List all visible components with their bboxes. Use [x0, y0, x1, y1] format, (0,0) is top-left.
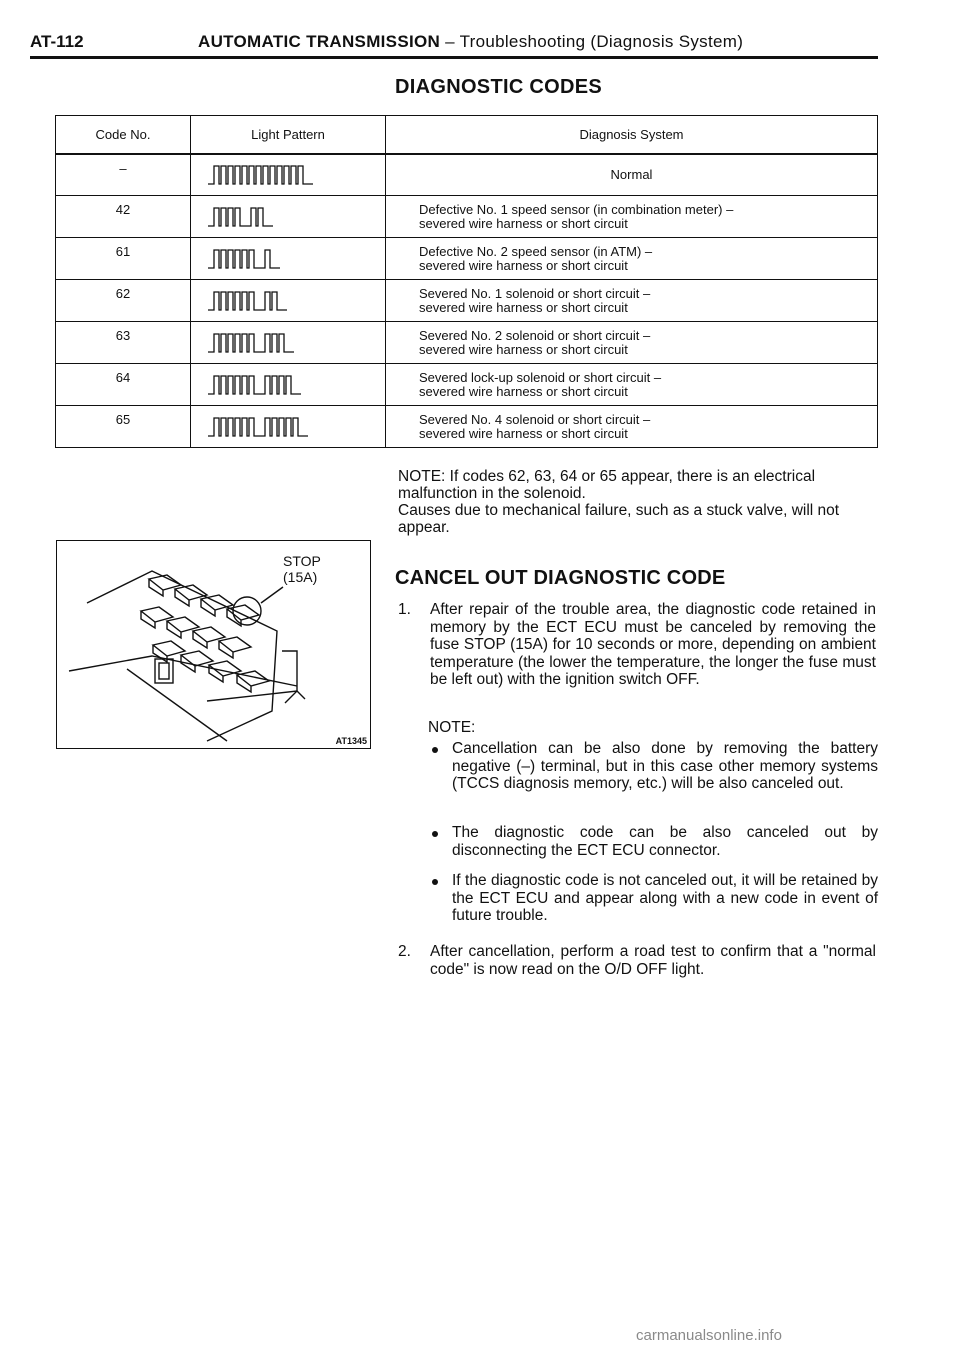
diagnosis-line-2: severed wire harness or short circuit [419, 425, 628, 441]
page-number: AT-112 [30, 32, 84, 51]
cancel-heading: CANCEL OUT DIAGNOSTIC CODE [395, 567, 726, 589]
bullet-text: If the diagnostic code is not canceled out, it will be retained by the ECT ECU and appear along with a new code in event of future trouble. [452, 872, 878, 924]
code-number: 64 [115, 370, 131, 385]
bullet-item [428, 824, 878, 859]
fuse-box-illustration [57, 541, 370, 748]
bullet-item [428, 740, 878, 793]
light-pattern-waveform [208, 248, 368, 270]
diagnosis-line-2: severed wire harness or short circuit [419, 299, 628, 315]
diagnostic-codes-table [55, 115, 878, 448]
header-section: AUTOMATIC TRANSMISSION [198, 32, 441, 51]
diagnosis-cell [386, 406, 878, 448]
light-pulse-trace [208, 208, 273, 226]
header-rule [30, 56, 878, 59]
diagnosis-cell [386, 154, 878, 196]
diagnosis-line-1: Defective No. 1 speed sensor (in combination meter) – [419, 201, 734, 217]
diagnosis-line-2: severed wire harness or short circuit [419, 215, 628, 231]
solenoid-note [398, 468, 878, 536]
light-pulse-trace [208, 166, 313, 184]
light-pattern-waveform [208, 332, 368, 354]
light-pattern-waveform [208, 206, 368, 228]
light-pattern-cell [191, 238, 386, 280]
light-pattern-cell [191, 322, 386, 364]
bullet-text: The diagnostic code can be also canceled out by disconnecting the ECT ECU connector. [452, 824, 878, 859]
light-pulse-trace [208, 376, 301, 394]
diagnosis-line-1: Severed No. 2 solenoid or short circuit – [419, 327, 651, 343]
code-number: – [119, 160, 127, 176]
diagnosis-line-1: Severed lock-up solenoid or short circuit – [419, 369, 662, 385]
step-2-text: After cancellation, perform a road test to confirm that a "normal code" is now read on the O/D OFF light. [430, 943, 876, 978]
table-row [56, 196, 878, 238]
light-pattern-cell [191, 364, 386, 406]
bullet-dot [432, 747, 438, 753]
diagnosis-line-2: severed wire harness or short circuit [419, 257, 628, 273]
code-cell [56, 406, 191, 448]
note-line-2: Causes due to mechanical failure, such as a stuck valve, will not appear. [398, 502, 840, 536]
diagnosis-line-1: Severed No. 4 solenoid or short circuit – [419, 411, 651, 427]
code-cell [56, 322, 191, 364]
code-cell [56, 364, 191, 406]
light-pulse-trace [208, 418, 308, 436]
column-header-diagnosis: Diagnosis System [386, 116, 878, 155]
diagnosis-line-1: Normal [610, 167, 653, 182]
light-pulse-trace [208, 250, 280, 268]
light-pattern-waveform [208, 290, 368, 312]
light-pattern-waveform [208, 374, 368, 396]
code-number: 63 [115, 328, 131, 343]
light-pattern-waveform [208, 164, 368, 186]
watermark: carmanualsonline.info [636, 1327, 782, 1344]
table-row [56, 280, 878, 322]
diagnosis-line-2: severed wire harness or short circuit [419, 341, 628, 357]
page-header-title [198, 32, 743, 52]
diagnostic-codes-heading: DIAGNOSTIC CODES [395, 76, 603, 98]
code-number: 42 [115, 202, 131, 217]
step-1-text: After repair of the trouble area, the diagnostic code retained in memory by the ECT ECU must be canceled by removing the fuse STOP (15A) for 10 seconds or more, depending on ambient temperature (the lower the temperature, the longer the fuse must be left out) with the ignition switch OFF. [430, 601, 876, 688]
code-cell [56, 154, 191, 196]
diagnosis-cell [386, 364, 878, 406]
code-cell [56, 196, 191, 238]
note-line-1: NOTE: If codes 62, 63, 64 or 65 appear, there is an electrical malfunction in the solenoid. [398, 468, 816, 502]
diagnosis-line-1: Severed No. 1 solenoid or short circuit – [419, 285, 651, 301]
diagnosis-cell [386, 238, 878, 280]
diagnosis-cell [386, 196, 878, 238]
light-pulse-trace [208, 334, 294, 352]
code-number: 61 [115, 244, 131, 259]
bullet-dot [432, 879, 438, 885]
figure-code: AT1345 [335, 736, 367, 746]
column-header-pattern: Light Pattern [191, 116, 386, 155]
light-pattern-cell [191, 154, 386, 196]
bullet-dot [432, 831, 438, 837]
table-row [56, 238, 878, 280]
table-header-row [56, 116, 878, 155]
code-cell [56, 238, 191, 280]
light-pattern-cell [191, 406, 386, 448]
code-number: 65 [115, 412, 131, 427]
table-row [56, 154, 878, 196]
table-row [56, 364, 878, 406]
table-row [56, 406, 878, 448]
fuse-label-rating: (15A) [283, 569, 318, 585]
fuse-label-name: STOP [283, 553, 321, 569]
code-number: 62 [115, 286, 131, 301]
step-1-number: 1. [398, 601, 411, 618]
diagnosis-line-2: severed wire harness or short circuit [419, 383, 628, 399]
header-subsection: – Troubleshooting (Diagnosis System) [445, 32, 744, 51]
bullet-item [428, 872, 878, 925]
fuse-label [283, 553, 321, 585]
fuse-box-figure [56, 540, 371, 749]
cancel-note-label: NOTE: [428, 719, 476, 736]
diagnosis-line-1: Defective No. 2 speed sensor (in ATM) – [419, 243, 653, 259]
light-pattern-cell [191, 280, 386, 322]
light-pulse-trace [208, 292, 287, 310]
bullet-text: Cancellation can be also done by removing the battery negative (–) terminal, but in this case other memory systems (TCCS diagnosis memory, etc.) will be also canceled out. [452, 740, 878, 792]
table-row [56, 322, 878, 364]
diagnosis-cell [386, 322, 878, 364]
light-pattern-cell [191, 196, 386, 238]
diagnosis-cell [386, 280, 878, 322]
column-header-code: Code No. [56, 116, 191, 155]
light-pattern-waveform [208, 416, 368, 438]
code-cell [56, 280, 191, 322]
step-2-number: 2. [398, 943, 411, 960]
